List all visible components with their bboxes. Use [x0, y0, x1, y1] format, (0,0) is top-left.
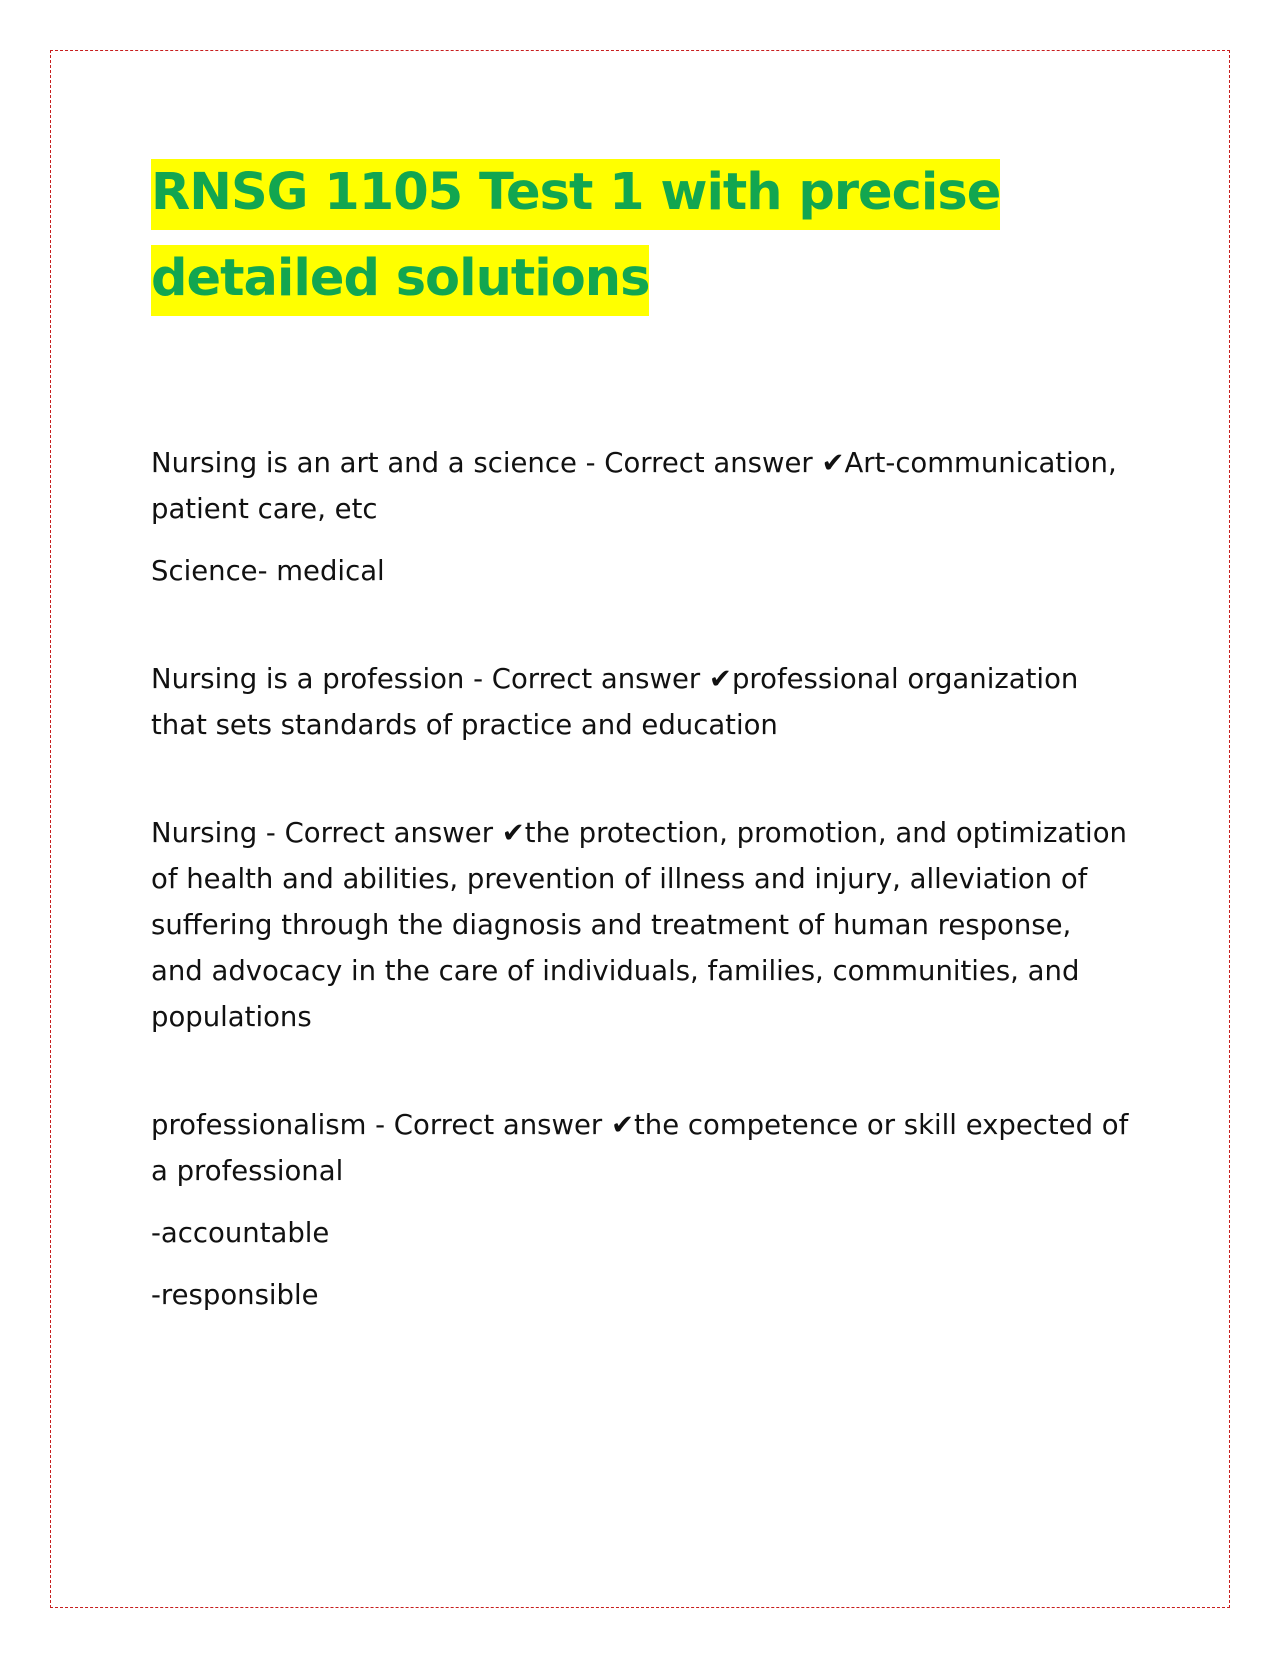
qa-extra-line: -responsible: [151, 1279, 319, 1311]
title-line-2: detailed solutions: [151, 245, 649, 316]
qa-text: Nursing is a profession - Correct answer ✔professional organization that sets standards of practice and education: [151, 663, 1079, 741]
qa-entry: [151, 440, 1131, 594]
qa-entry: [151, 1102, 1131, 1318]
qa-text: Nursing - Correct answer ✔the protection, promotion, and optimization of health and abilities, prevention of illness and injury, alleviation of suffering through the diagnosis and treatment of human response, and advocacy in the care of individuals, families, communities, and populations: [151, 817, 1127, 1033]
qa-list: [151, 440, 1131, 1318]
qa-extra-line: -accountable: [151, 1217, 330, 1249]
qa-text: professionalism - Correct answer ✔the competence or skill expected of a professional: [151, 1109, 1129, 1187]
qa-entry: [151, 810, 1131, 1040]
document-title: [151, 150, 1131, 322]
qa-entry: [151, 656, 1131, 748]
document-body: [151, 150, 1131, 1380]
qa-text: Nursing is an art and a science - Correct answer ✔Art-communication, patient care, etc: [151, 447, 1117, 525]
title-line-1: RNSG 1105 Test 1 with precise: [151, 159, 1000, 230]
qa-extra-line: Science- medical: [151, 555, 385, 587]
